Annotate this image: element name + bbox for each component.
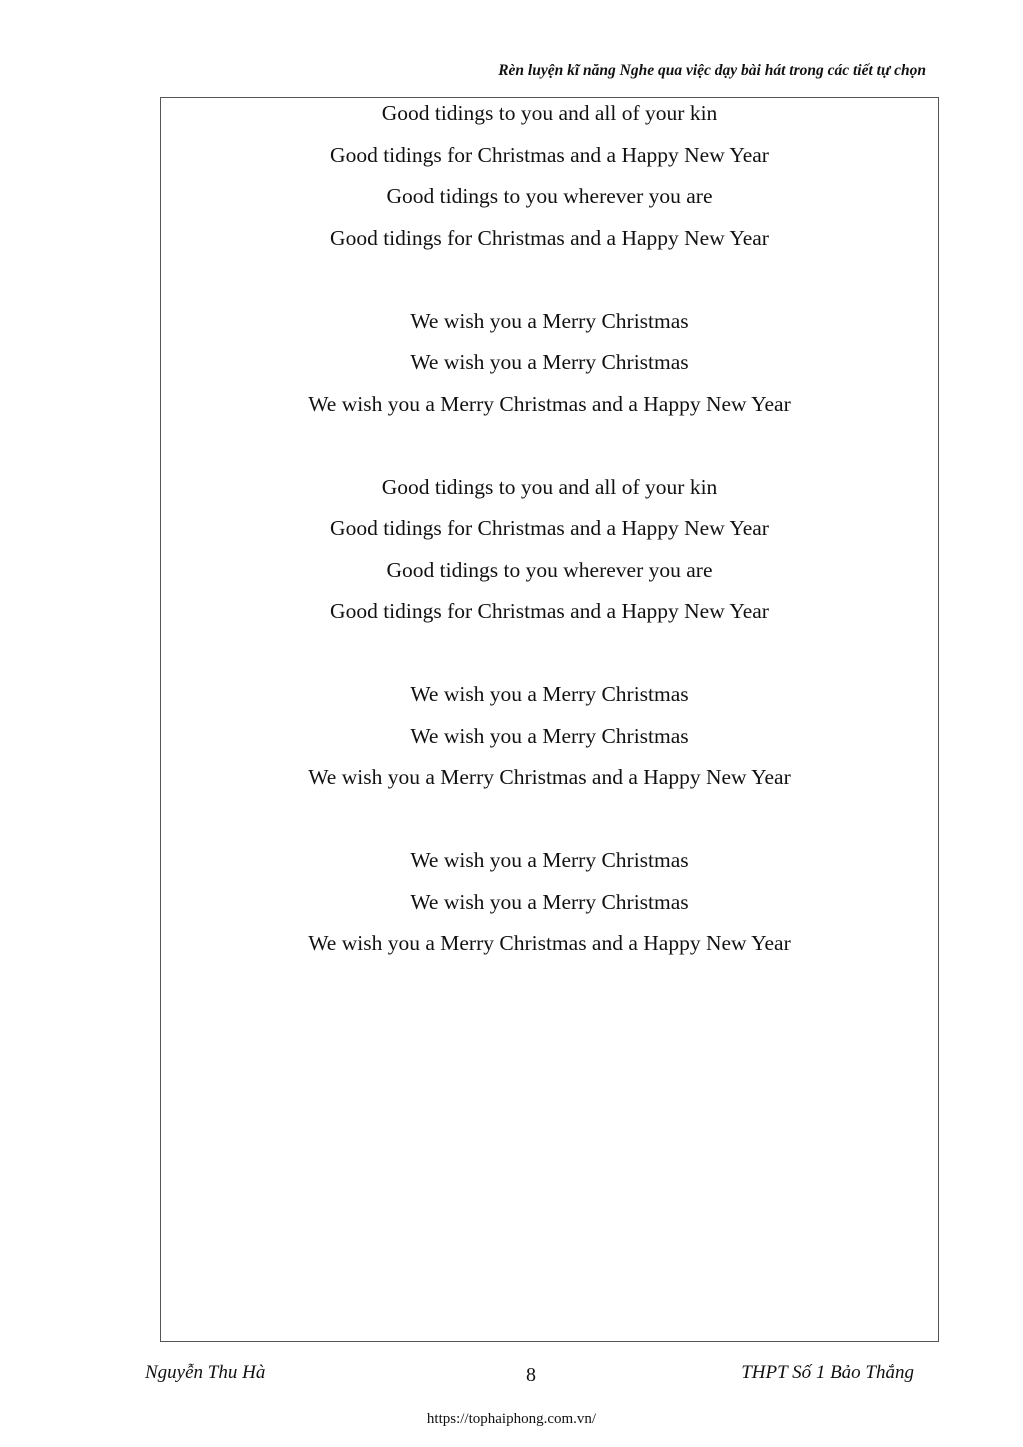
lyric-line: Good tidings for Christmas and a Happy New Year bbox=[330, 516, 769, 540]
lyric-line: We wish you a Merry Christmas and a Happy New Year bbox=[308, 765, 791, 789]
lyric-line: We wish you a Merry Christmas bbox=[410, 350, 689, 374]
lyric-line: We wish you a Merry Christmas bbox=[410, 308, 689, 333]
stanza-break bbox=[161, 259, 938, 301]
lyric-line: We wish you a Merry Christmas bbox=[410, 723, 689, 748]
lyrics-text bbox=[161, 93, 938, 965]
footer-url: https://tophaiphong.com.vn/ bbox=[426, 1411, 597, 1427]
stanza-break bbox=[161, 633, 938, 675]
lyric-line: Good tidings to you and all of your kin bbox=[381, 474, 718, 499]
lyric-line: Good tidings for Christmas and a Happy New Year bbox=[330, 142, 769, 167]
lyric-line: We wish you a Merry Christmas bbox=[410, 889, 689, 914]
lyric-line: We wish you a Merry Christmas bbox=[410, 682, 689, 706]
stanza-break bbox=[161, 799, 938, 841]
document-header-title: Rèn luyện kĩ năng Nghe qua việc dạy bài hát trong các tiết tự chọn bbox=[498, 62, 926, 79]
lyric-line: We wish you a Merry Christmas and a Happy New Year bbox=[308, 391, 791, 416]
lyric-line: Good tidings for Christmas and a Happy New Year bbox=[330, 225, 769, 250]
page-number: 8 bbox=[526, 1364, 536, 1386]
lyric-line: We wish you a Merry Christmas and a Happy New Year bbox=[308, 931, 791, 955]
lyric-line: Good tidings for Christmas and a Happy New Year bbox=[330, 599, 769, 623]
lyric-line: Good tidings to you and all of your kin bbox=[381, 101, 718, 125]
lyric-line: Good tidings to you wherever you are bbox=[386, 184, 713, 208]
footer-school: THPT Số 1 Bảo Thắng bbox=[741, 1362, 914, 1383]
footer-author: Nguyễn Thu Hà bbox=[145, 1362, 266, 1383]
lyric-line: Good tidings to you wherever you are bbox=[386, 557, 713, 582]
stanza-break bbox=[161, 425, 938, 467]
lyric-line: We wish you a Merry Christmas bbox=[410, 848, 689, 872]
lyrics-box bbox=[160, 97, 939, 1342]
